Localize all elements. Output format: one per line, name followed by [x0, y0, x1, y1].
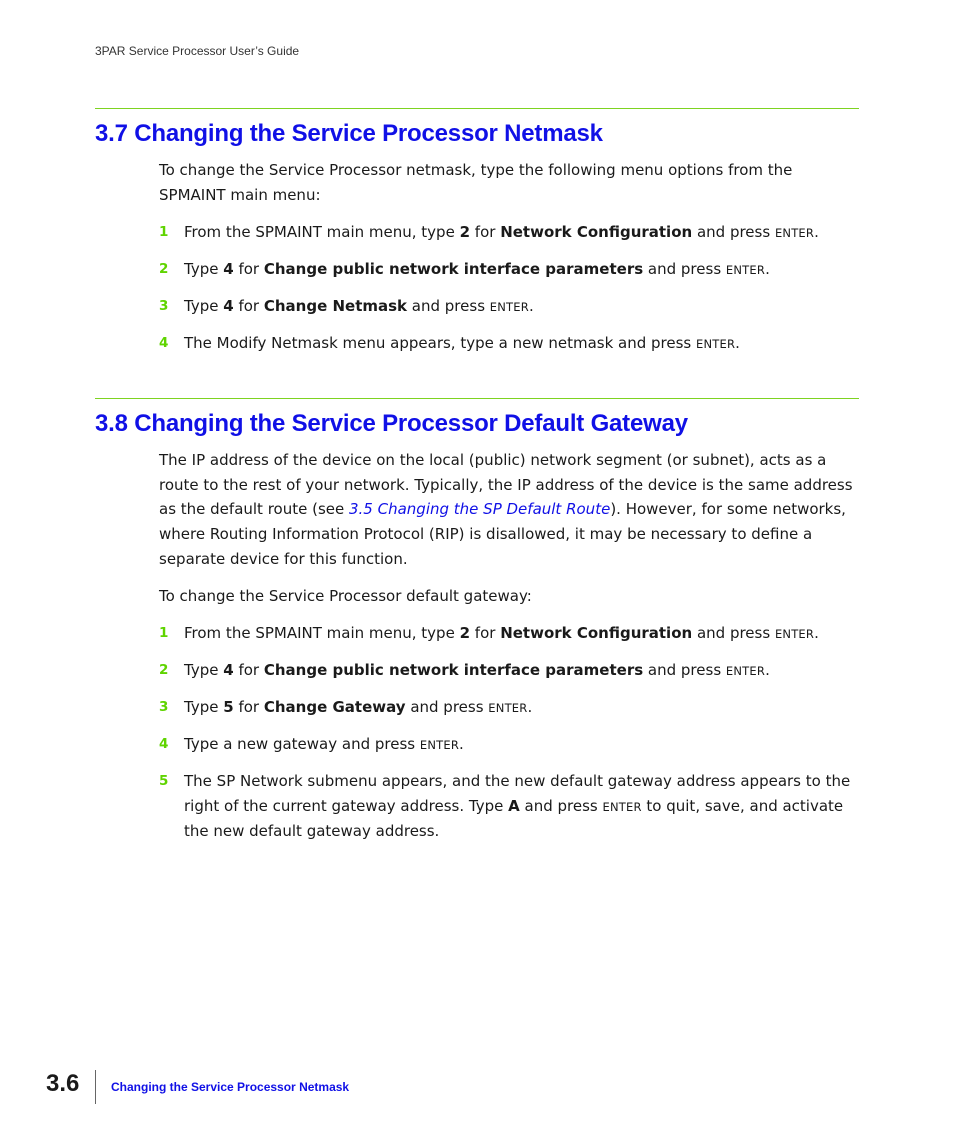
- step-number: 4: [159, 335, 169, 351]
- step-number: 5: [159, 773, 169, 789]
- enter-key: ENTER: [774, 627, 815, 641]
- step-number: 3: [159, 298, 169, 314]
- step-item: [159, 331, 859, 357]
- step-text: From the SPMAINT main menu, type 2 for Network Configuration and press ENTER.: [184, 223, 819, 241]
- step-number: 2: [159, 261, 169, 277]
- step-text: Type 5 for Change Gateway and press ENTER.: [184, 698, 533, 716]
- footer-section-title: Changing the Service Processor Netmask: [111, 1080, 350, 1094]
- step-text: Type 4 for Change public network interface parameters and press ENTER.: [184, 260, 770, 278]
- step-number: 1: [159, 625, 169, 641]
- step-text: Type a new gateway and press ENTER.: [184, 735, 464, 753]
- running-header: 3PAR Service Processor User’s Guide: [95, 44, 300, 58]
- enter-key: ENTER: [725, 263, 766, 277]
- page-number: 3.6: [46, 1070, 80, 1097]
- enter-key: ENTER: [419, 738, 460, 752]
- section-3-8-lead: To change the Service Processor default gateway:: [159, 587, 532, 605]
- step-item: [159, 658, 859, 684]
- section-divider: [95, 398, 859, 399]
- cross-reference-link[interactable]: 3.5 Changing the SP Default Route: [349, 500, 611, 519]
- step-text: The SP Network submenu appears, and the new default gateway address appears to the right of the current gateway address. Type A and press ENTER to quit, save, and activate the new default gateway address.: [184, 772, 851, 841]
- step-item: [159, 769, 859, 844]
- enter-key: ENTER: [774, 226, 815, 240]
- enter-key: ENTER: [725, 664, 766, 678]
- step-item: [159, 220, 859, 246]
- step-number: 4: [159, 736, 169, 752]
- step-text: The Modify Netmask menu appears, type a new netmask and press ENTER.: [184, 334, 740, 352]
- section-heading-3-8: 3.8 Changing the Service Processor Default Gateway: [95, 410, 688, 437]
- section-3-7-intro: To change the Service Processor netmask, type the following menu options from the SPMAINT main menu:: [159, 161, 793, 204]
- step-item: [159, 257, 859, 283]
- enter-key: ENTER: [489, 300, 529, 314]
- step-item: [159, 732, 859, 758]
- step-text: Type 4 for Change Netmask and press ENTER.: [184, 297, 534, 315]
- enter-key: ENTER: [602, 799, 642, 814]
- enter-key: ENTER: [488, 701, 528, 715]
- footer-divider: [95, 1070, 96, 1104]
- section-heading-3-7: 3.7 Changing the Service Processor Netmask: [95, 120, 603, 147]
- step-text: From the SPMAINT main menu, type 2 for Network Configuration and press ENTER.: [184, 624, 819, 642]
- step-number: 3: [159, 699, 169, 715]
- step-item: [159, 621, 859, 647]
- step-text: Type 4 for Change public network interface parameters and press ENTER.: [184, 661, 770, 679]
- step-item: [159, 695, 859, 721]
- step-number: 2: [159, 662, 169, 678]
- enter-key: ENTER: [696, 337, 736, 351]
- section-3-8-intro: The IP address of the device on the local (public) network segment (or subnet), acts as a route to the rest of your network. Typically, the IP address of the device is the same address as the default route (see 3.5 Changing the SP Default Route). However, for some networks, where Routing Information Protocol (RIP) is disallowed, it may be necessary to define a separate device for this function.: [159, 451, 853, 568]
- step-item: [159, 294, 859, 320]
- step-number: 1: [159, 224, 169, 240]
- section-divider: [95, 108, 859, 109]
